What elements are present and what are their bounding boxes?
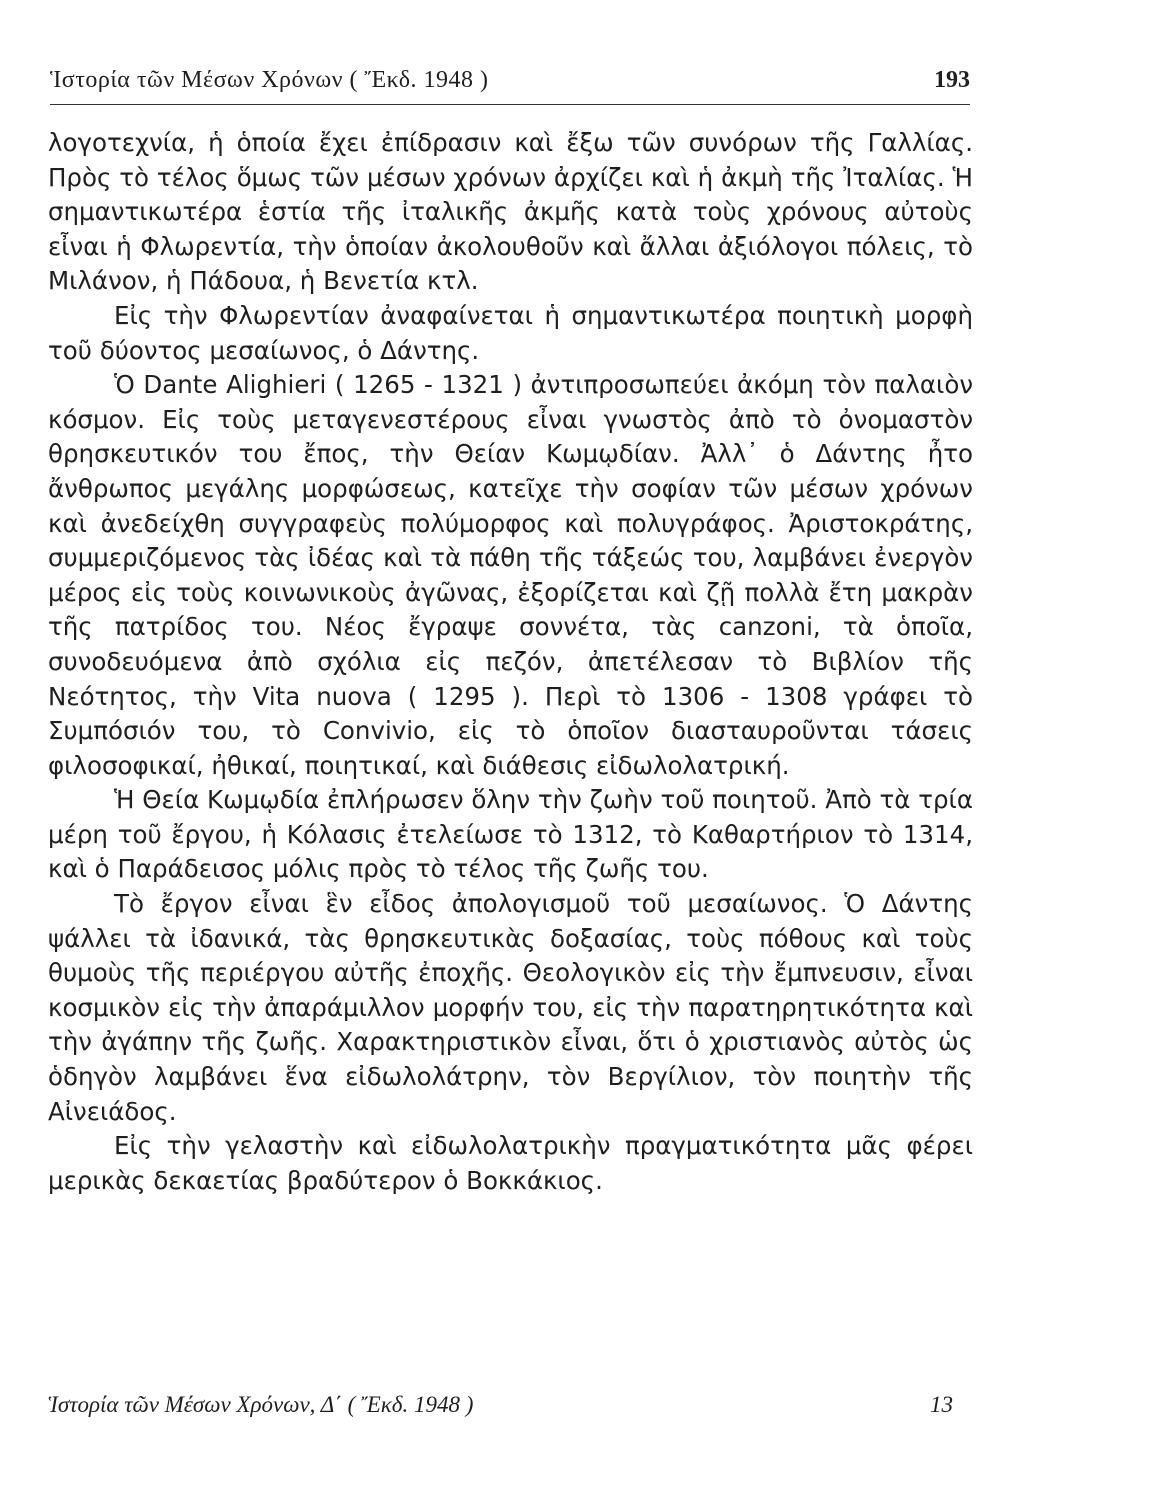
paragraph-5: Τὸ ἔργον εἶναι ἓν εἶδος ἀπολογισμοῦ τοῦ μεσαίωνος. Ὁ Δάντης ψάλλει τὰ ἰδανικά, τὰς θρησκευτικὰς δοξασίας, τοὺς πόθους καὶ τοὺς θυμοὺς τῆς περιέργου αὐτῆς ἐποχῆς. Θεολογικὸν εἰς τὴν ἔμπνευσιν, εἶναι κοσμικὸν εἰς τὴν ἀπαράμιλλον μορφήν του, εἰς τὴν παρατηρητικότητα καὶ τὴν ἀγάπην τῆς ζωῆς. Χαρακτηριστικὸν εἶναι, ὅτι ὁ χριστιανὸς αὐτὸς ὡς ὁδηγὸν λαμβάνει ἕνα εἰδωλολάτρην, τὸν Βεργίλιον, τὸν ποιητὴν τῆς Αἰνειάδος. xyxy=(48,889,973,1126)
footer-title: Ἱστορία τῶν Μέσων Χρόνων, Δ΄ ( Ἔκδ. 1948 ) xyxy=(48,1392,474,1417)
paragraph-1: λογοτεχνία, ἡ ὁποία ἔχει ἐπίδρασιν καὶ ἔξω τῶν συνόρων τῆς Γαλλίας. Πρὸς τὸ τέλος ὅμως τῶν μέσων χρόνων ἀρχίζει καὶ ἡ ἀκμὴ τῆς Ἰταλίας. Ἡ σημαντικωτέρα ἑστία τῆς ἰταλικῆς ἀκμῆς κατὰ τοὺς χρόνους αὐτοὺς εἶναι ἡ Φλωρεντία, τὴν ὁποίαν ἀκολουθοῦν καὶ ἄλλαι ἀξιόλογοι πόλεις, τὸ Μιλάνον, ἡ Πάδουα, ἡ Βενετία κτλ. xyxy=(48,128,973,296)
page-number: 193 xyxy=(934,67,970,93)
paragraph-6: Εἰς τὴν γελαστὴν καὶ εἰδωλολατρικὴν πραγματικότητα μᾶς φέρει μερικὰς δεκαετίας βραδύτερον ὁ Βοκκάκιος. xyxy=(48,1131,973,1195)
running-title: Ἱστορία τῶν Μέσων Χρόνων ( Ἔκδ. 1948 ) xyxy=(50,67,489,93)
page-footer xyxy=(48,1392,953,1426)
signature-mark: 13 xyxy=(930,1392,953,1417)
paragraph-4: Ἡ Θεία Κωμῳδία ἐπλήρωσεν ὅλην τὴν ζωὴν τοῦ ποιητοῦ. Ἀπὸ τὰ τρία μέρη τοῦ ἔργου, ἡ Κόλασις ἐτελείωσε τὸ 1312, τὸ Καθαρτήριον τὸ 1314, καὶ ὁ Παράδεισος μόλις πρὸς τὸ τέλος τῆς ζωῆς του. xyxy=(48,785,973,884)
paragraph-3: Ὁ Dante Alighieri ( 1265 - 1321 ) ἀντιπροσωπεύει ἀκόμη τὸν παλαιὸν κόσμον. Εἰς τοὺς μεταγενεστέρους εἶναι γνωστὸς ἀπὸ τὸ ὀνομαστὸν θρησκευτικόν του ἔπος, τὴν Θείαν Κωμῳδίαν. Ἀλλ᾽ ὁ Δάντης ἦτο ἄνθρωπος μεγάλης μορφώσεως, κατεῖχε τὴν σοφίαν τῶν μέσων χρόνων καὶ ἀνεδείχθη συγγραφεὺς πολύμορφος καὶ πολυγράφος. Ἀριστοκράτης, συμμεριζόμενος τὰς ἰδέας καὶ τὰ πάθη τῆς τάξεώς του, λαμβάνει ἐνεργὸν μέρος εἰς τοὺς κοινωνικοὺς ἀγῶνας, ἐξορίζεται καὶ ζῇ πολλὰ ἔτη μακρὰν τῆς πατρίδος του. Νέος ἔγραψε σοννέτα, τὰς canzoni, τὰ ὁποῖα, συνοδευόμενα ἀπὸ σχόλια εἰς πεζόν, ἀπετέλεσαν τὸ Βιβλίον τῆς Νεότητος, τὴν Vita nuova ( 1295 ). Περὶ τὸ 1306 - 1308 γράφει τὸ Συμπόσιόν του, τὸ Convivio, εἰς τὸ ὁποῖον διασταυροῦνται τάσεις φιλοσοφικαί, ἠθικαί, ποιητικαί, καὶ διάθεσις εἰδωλολατρική. xyxy=(48,370,973,780)
page-body xyxy=(48,126,973,1198)
page-header xyxy=(50,62,970,105)
paragraph-2: Εἰς τὴν Φλωρεντίαν ἀναφαίνεται ἡ σημαντικωτέρα ποιητικὴ μορφὴ τοῦ δύοντος μεσαίωνος, ὁ Δάντης. xyxy=(48,300,973,365)
